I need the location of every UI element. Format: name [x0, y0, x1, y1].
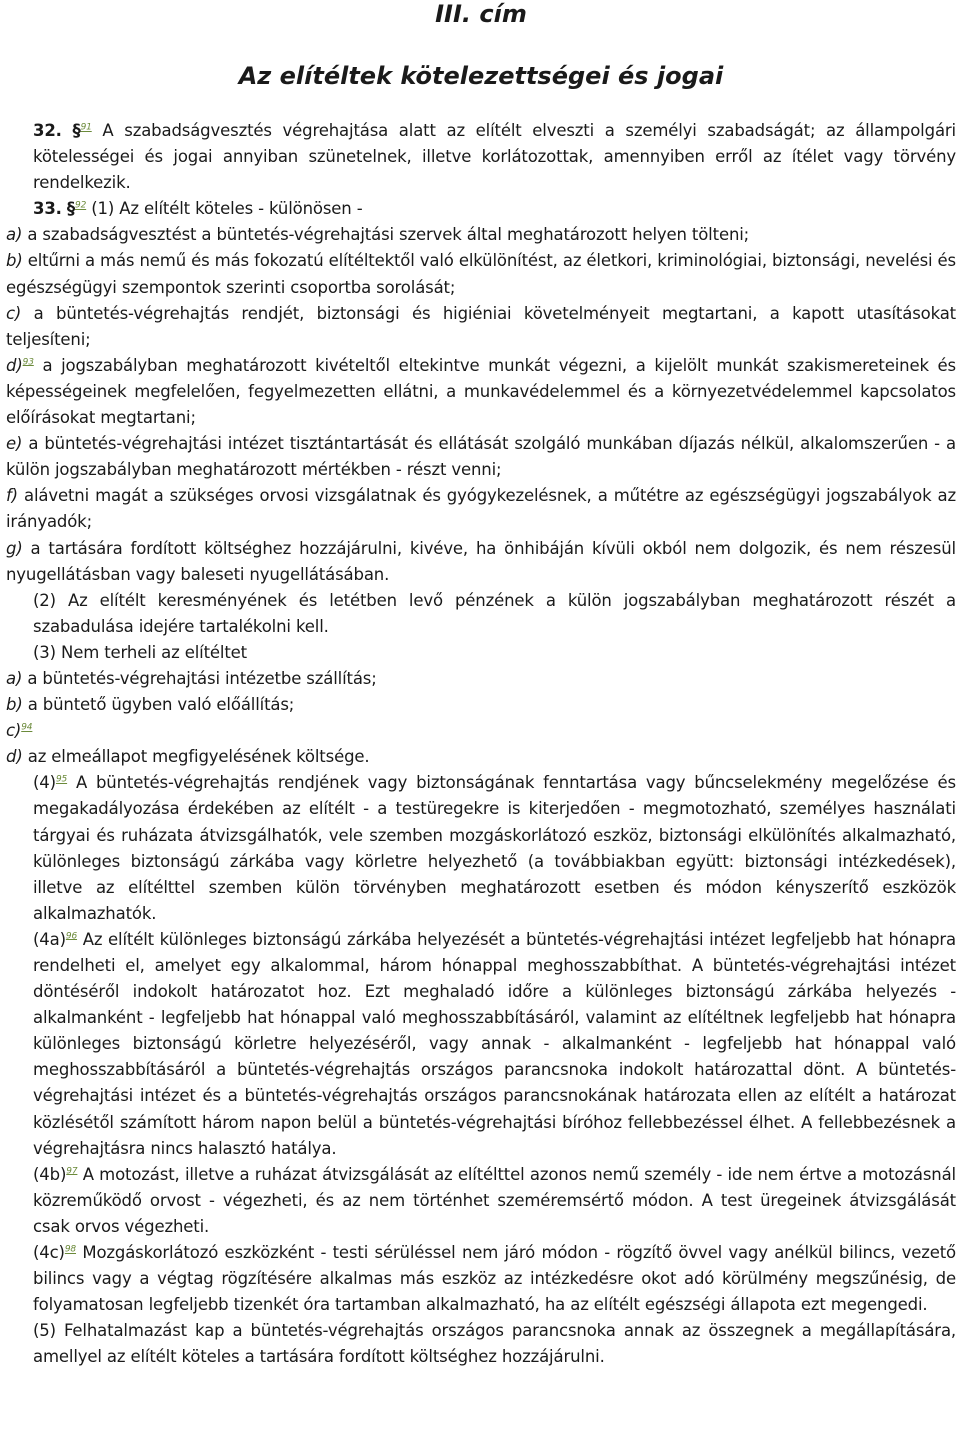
- point-3c: [6, 718, 956, 744]
- section-number: 33.: [33, 199, 62, 219]
- point-text: a jogszabályban meghatározott kivételtől eltekintve munkát végezni, a kijelölt munkát szakismereteinek és képességeinek megfelelően, fegyelmezetten ellátni, a munkavédelemmel és a környezetvédelemmel kapcsolatos előírásokat megtartani;: [6, 355, 956, 428]
- point-letter: f): [6, 486, 18, 506]
- point-b: [6, 248, 956, 300]
- paragraph-4c: [6, 1240, 956, 1318]
- paragraph-3: (3) Nem terheli az elítéltet: [33, 642, 247, 662]
- footnote-link[interactable]: 94: [21, 722, 33, 733]
- footnote-link[interactable]: 92: [75, 200, 87, 211]
- point-text: a büntető ügyben való előállítás;: [27, 695, 295, 715]
- point-3b: [6, 692, 956, 718]
- point-text: alávetni magát a szükséges orvosi vizsgálatnak és gyógykezelésnek, a műtétre az egészségügyi jogszabályok az irányadók;: [6, 486, 956, 532]
- section-symbol: §: [66, 199, 75, 219]
- document-body: [6, 118, 956, 1371]
- footnote-link[interactable]: 95: [55, 774, 68, 785]
- point-letter: d): [6, 747, 23, 767]
- paragraph-number: (4a): [33, 929, 66, 949]
- paragraph-4: [6, 770, 956, 927]
- point-3d: [6, 744, 956, 770]
- point-c: [6, 301, 956, 353]
- paragraph-number: (4b): [33, 1164, 67, 1184]
- paragraph-text: Mozgáskorlátozó eszközként - testi sérüléssel nem járó módon - rögzítő övvel vagy anélkül bilincs, vezető bilincs vagy a végtag rögzítésére alkalmas más eszköz az intézkedésre okot adó körülmény megszűnésig, de folyamatosan legfeljebb tizenkét óra tartamban alkalmazható, ha az elítélt egészségi állapota ezt megengedi.: [33, 1243, 956, 1315]
- point-letter: g): [6, 538, 23, 558]
- point-text: a büntetés-végrehajtási intézetbe szállítás;: [27, 668, 377, 688]
- point-text: a tartására fordított költséghez hozzájárulni, kivéve, ha önhibáján kívüli okból nem dolgozik, és nem részesül nyugellátásban vagy baleseti nyugellátásában.: [6, 538, 956, 584]
- section-32: [6, 118, 956, 196]
- paragraph-text: A büntetés-végrehajtás rendjének vagy biztonságának fenntartása vagy bűncselekmény megelőzése és megakadályozása érdekében az elítélt - a testüregekre is kiterjedően - megmotozható, személyes használati tárgyai és ruházata átvizsgálhatók, vele szemben mozgáskorlátozó eszköz, biztonsági elkülönítés alkalmazható, különleges biztonságú zárkába vagy körletre helyezhető (a továbbiakban együtt: biztonsági intézkedések), illetve az elítélttel szemben külön törvényben meghatározott esetben és módon kényszerítő eszközök alkalmazhatók.: [33, 773, 956, 923]
- paragraph-4a: [6, 927, 956, 1162]
- point-a: [6, 222, 956, 248]
- point-text: eltűrni a más nemű és más fokozatú elítéltektől való elkülönítést, az életkori, kriminológiai, biztonsági, nevelési és egészségügyi szempontok szerinti csoportba sorolását;: [6, 251, 956, 297]
- point-letter: d): [6, 355, 23, 375]
- point-letter: a): [6, 668, 23, 688]
- footnote-link[interactable]: 97: [66, 1166, 78, 1177]
- paragraph-4b: [6, 1162, 956, 1240]
- point-text: a büntetés-végrehajtási intézet tisztántartását és ellátását szolgáló munkában díjazás nélkül, alkalomszerűen - a külön jogszabályban meghatározott mértékben - részt venni;: [6, 434, 956, 480]
- chapter-subtitle: Az elítéltek kötelezettségei és jogai: [238, 62, 724, 90]
- paragraph-text: A motozást, illetve a ruházat átvizsgálását az elítélttel azonos nemű személy - ide nem értve a motozásnál közreműködő orvost - végezheti, és az nem történhet szeméremsértő módon. A test üregeinek átvizsgálását csak orvos végezheti.: [33, 1164, 956, 1236]
- point-g: [6, 536, 956, 588]
- chapter-title: III. cím: [435, 0, 527, 28]
- point-letter: c): [6, 721, 22, 741]
- point-text: a szabadságvesztést a büntetés-végrehajtási szervek által meghatározott helyen tölteni;: [27, 225, 750, 245]
- point-letter: c): [6, 303, 22, 323]
- paragraph-number: (4): [33, 773, 56, 793]
- footnote-link[interactable]: 93: [22, 357, 34, 368]
- section-number: 32.: [33, 121, 62, 140]
- footnote-link[interactable]: 91: [80, 122, 92, 133]
- point-d: [6, 353, 956, 431]
- point-text: a büntetés-végrehajtás rendjét, biztonsági és higiéniai követelményeit megtartani, a kapott utasításokat teljesíteni;: [6, 303, 956, 349]
- paragraph-text: (1) Az elítélt köteles - különösen -: [91, 199, 363, 219]
- paragraph-5: (5) Felhatalmazást kap a büntetés-végrehajtás országos parancsnoka annak az összegnek a megállapítására, amellyel az elítélt köteles a tartására fordított költséghez hozzájárulni.: [33, 1321, 956, 1367]
- section-33-intro: [6, 196, 956, 222]
- footnote-link[interactable]: 98: [64, 1244, 77, 1255]
- point-letter: b): [6, 695, 23, 715]
- paragraph-2: (2) Az elítélt keresményének és letétben levő pénzének a külön jogszabályban meghatározott részét a szabadulása idejére tartalékolni kell.: [33, 590, 956, 636]
- point-e: [6, 431, 956, 483]
- section-symbol: §: [72, 121, 81, 140]
- point-letter: b): [6, 251, 23, 271]
- point-3a: [6, 666, 956, 692]
- point-f: [6, 483, 956, 535]
- paragraph-text: Az elítélt különleges biztonságú zárkába helyezését a büntetés-végrehajtási intézet legfeljebb hat hónapra rendelheti el, amelyet egy alkalommal, három hónappal meghosszabbíthat. A büntetés-végrehajtási intézet döntéséről indokolt határozatot hoz. Ezt meghaladó időre a különleges biztonságú zárkába helyezés - alkalmanként - legfeljebb hat hónappal való meghosszabbításáról, valamint az elítéltnek legfeljebb hat hónapra különleges biztonságú körletre helyezéséről, vagy annak - alkalmanként - legfeljebb hat hónappal való meghosszabbításáról a büntetés-végrehajtás országos parancsnoka indokolt határozattal dönt. A büntetés-végrehajtási intézet és a büntetés-végrehajtás országos parancsnokának határozata ellen az elítélt a határozat közlésétől számított három napon belül a büntetés-végrehajtási bíróhoz fellebbezéssel élhet. A fellebbezésnek a végrehajtásra nincs halasztó hatálya.: [33, 929, 956, 1158]
- point-letter: e): [6, 434, 23, 454]
- point-text: az elmeállapot megfigyelésének költsége.: [27, 747, 370, 767]
- footnote-link[interactable]: 96: [65, 931, 78, 942]
- paragraph-number: (4c): [33, 1243, 65, 1263]
- point-letter: a): [6, 225, 23, 245]
- paragraph-text: A szabadságvesztés végrehajtása alatt az elítélt elveszti a személyi szabadságát; az állampolgári kötelességei és jogai annyiban szünetelnek, illetve korlátozottak, amennyiben erről az ítélet vagy törvény rendelkezik.: [33, 121, 956, 193]
